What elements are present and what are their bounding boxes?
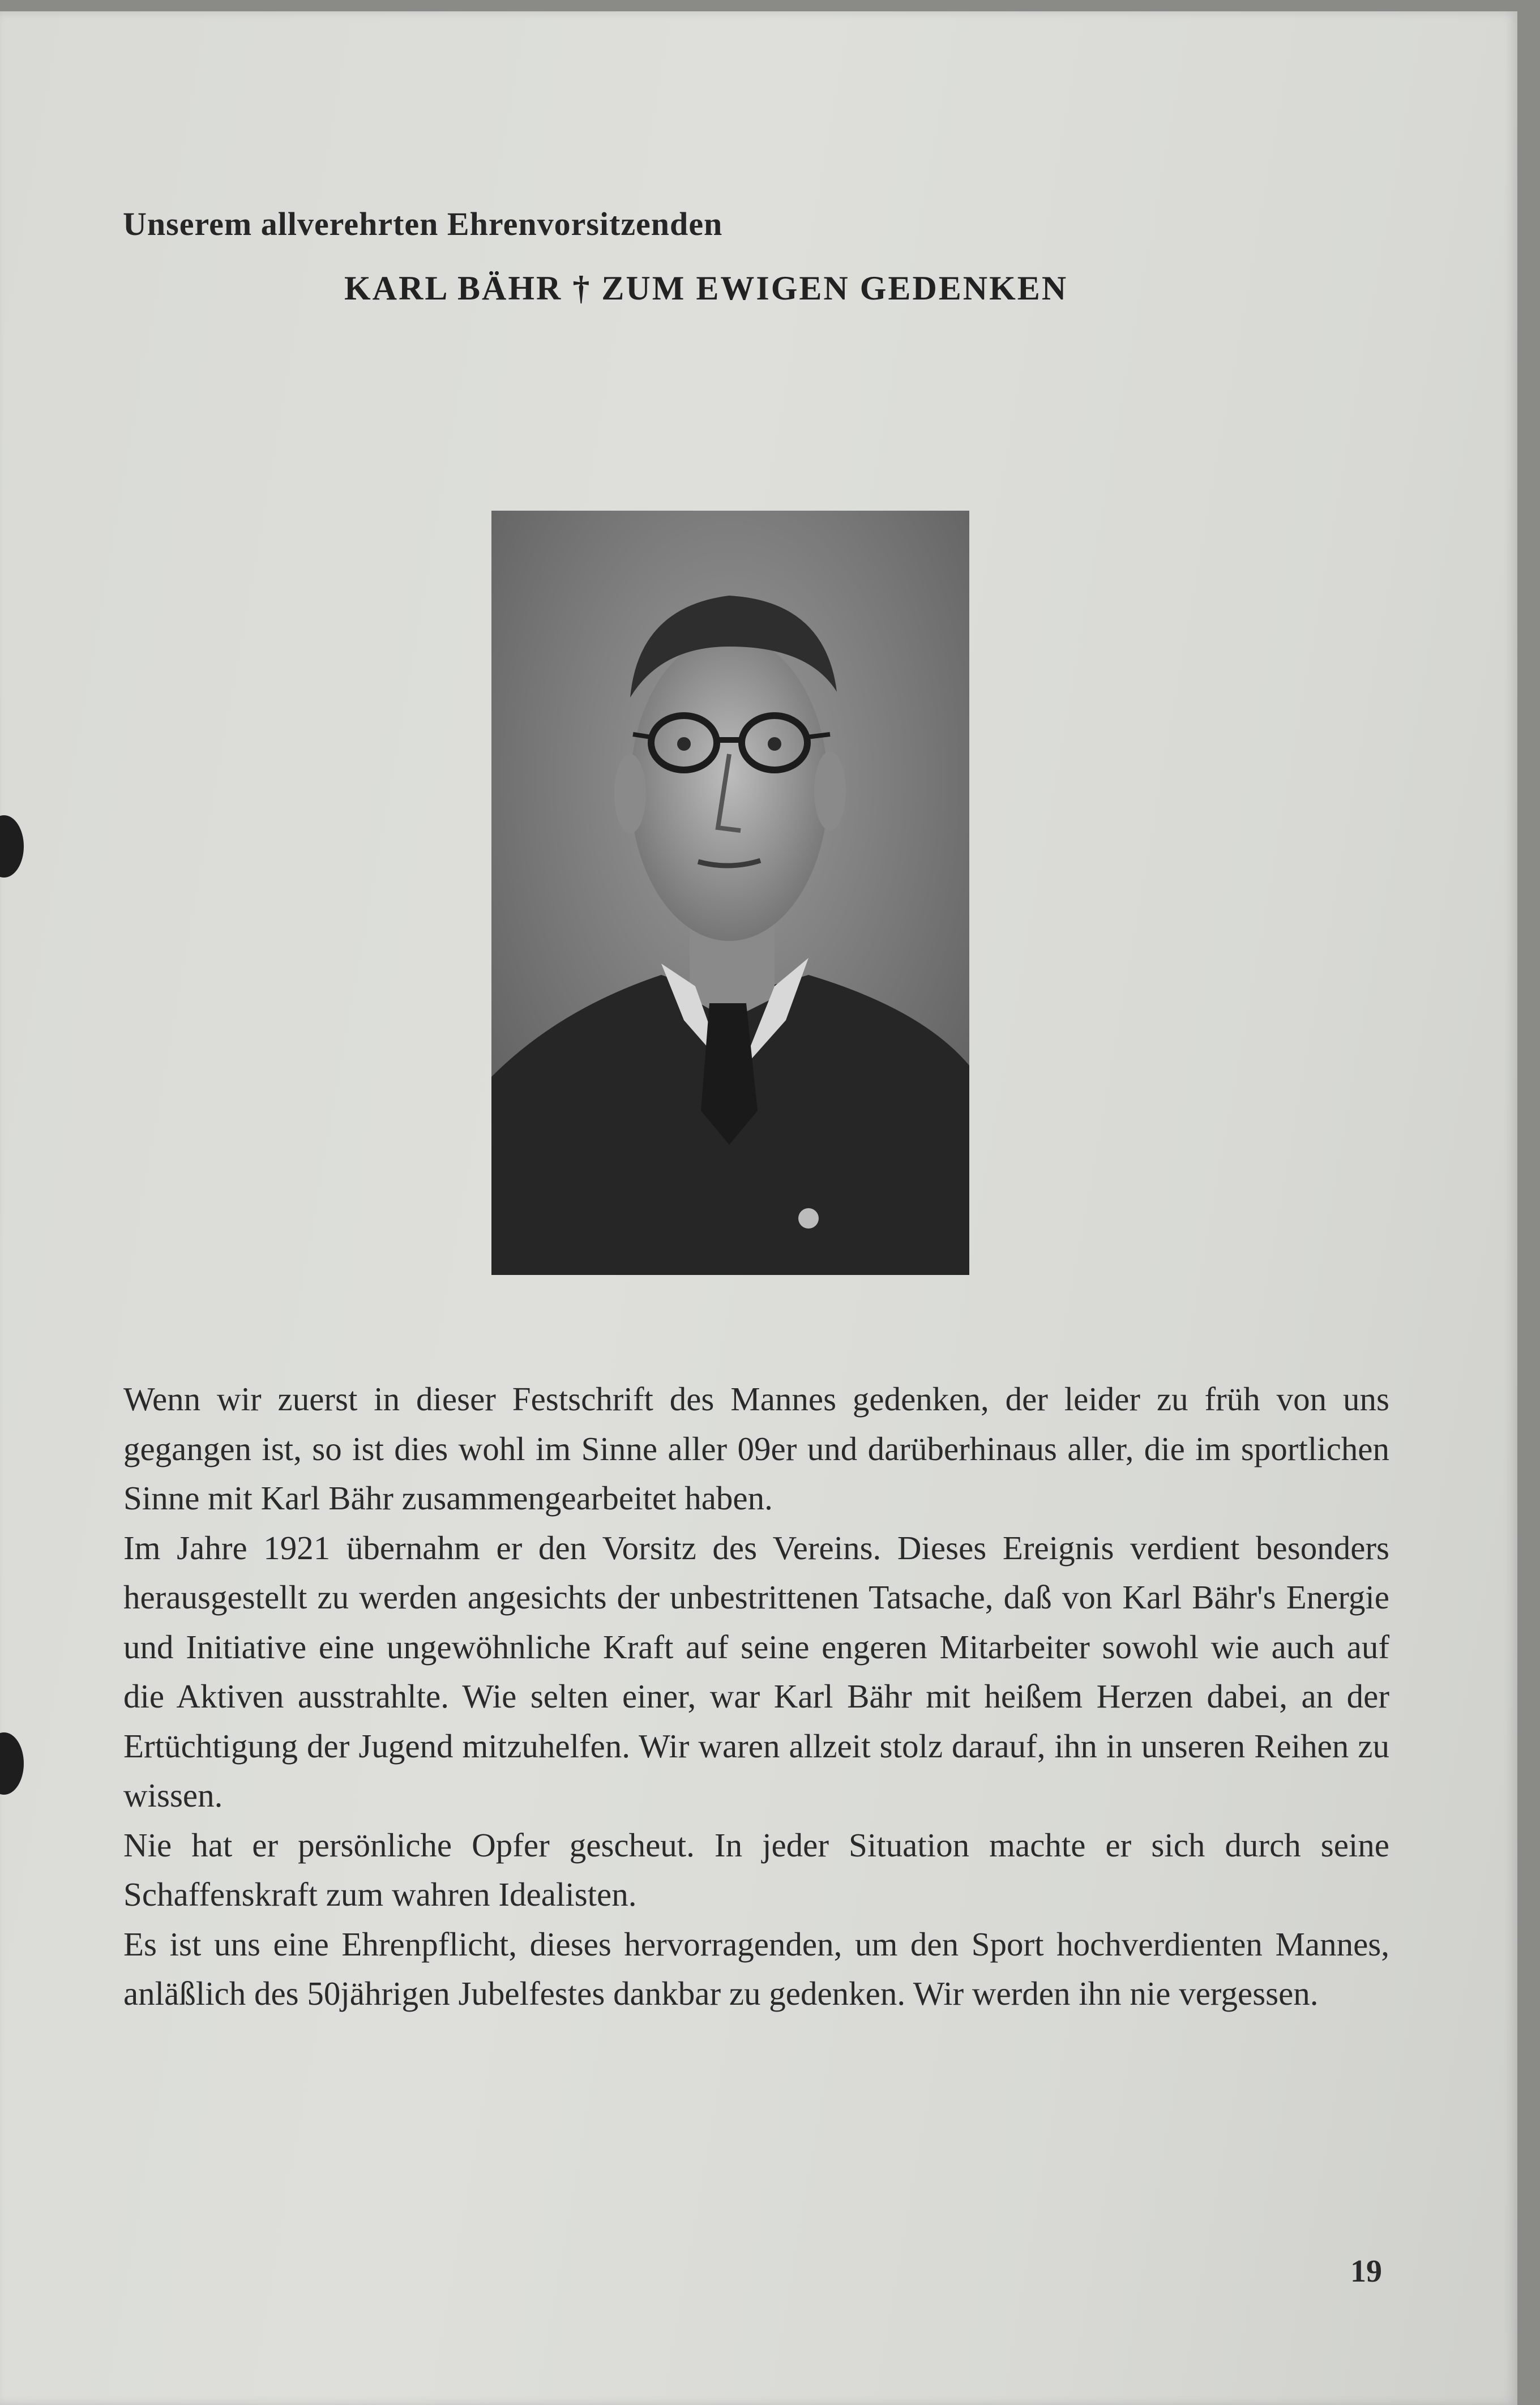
dedication-line: Unserem allverehrten Ehrenvorsitzenden xyxy=(123,206,723,242)
paragraph: Nie hat er persönliche Opfer gescheut. In jeder Situation machte er sich durch seine Schaffenskraft zum wahren Idealisten. xyxy=(123,1826,1389,1913)
punch-hole xyxy=(0,815,24,878)
page-number: 19 xyxy=(1350,2254,1382,2289)
portrait-photo xyxy=(491,511,969,1275)
paragraph: Wenn wir zuerst in dieser Festschrift des Mannes gedenken, der leider zu früh von uns gegangen ist, so ist dies wohl im Sinne aller 09er und darüberhinaus aller, die im sportlichen Sinne mit Karl Bähr zusammengearbeitet haben. xyxy=(123,1380,1389,1517)
paragraph: Im Jahre 1921 übernahm er den Vorsitz des Vereins. Dieses Ereignis verdient besonders herausgestellt zu werden angesichts der unbestrittenen Tatsache, daß von Karl Bähr's Energie und Initiative eine ungewöhnliche Kraft auf seine engeren Mitarbeiter sowohl wie auch auf die Aktiven ausstrahlte. Wie selten einer, war Karl Bähr mit heißem Herzen dabei, an der Ertüchtigung der Jugend mitzuhelfen. Wir waren allzeit stolz darauf, ihn in unseren Reihen zu wissen. xyxy=(123,1529,1389,1814)
article-body xyxy=(123,1375,1389,2019)
paragraph: Es ist uns eine Ehrenpflicht, dieses hervorragenden, um den Sport hochverdienten Mannes, anläßlich des 50jährigen Jubelfestes dankbar zu gedenken. Wir werden ihn nie vergessen. xyxy=(123,1925,1389,2012)
document-page xyxy=(0,11,1517,2405)
page-title: KARL BÄHR † ZUM EWIGEN GEDENKEN xyxy=(344,269,1068,307)
portrait-image xyxy=(491,511,969,1275)
punch-hole xyxy=(0,1732,24,1795)
